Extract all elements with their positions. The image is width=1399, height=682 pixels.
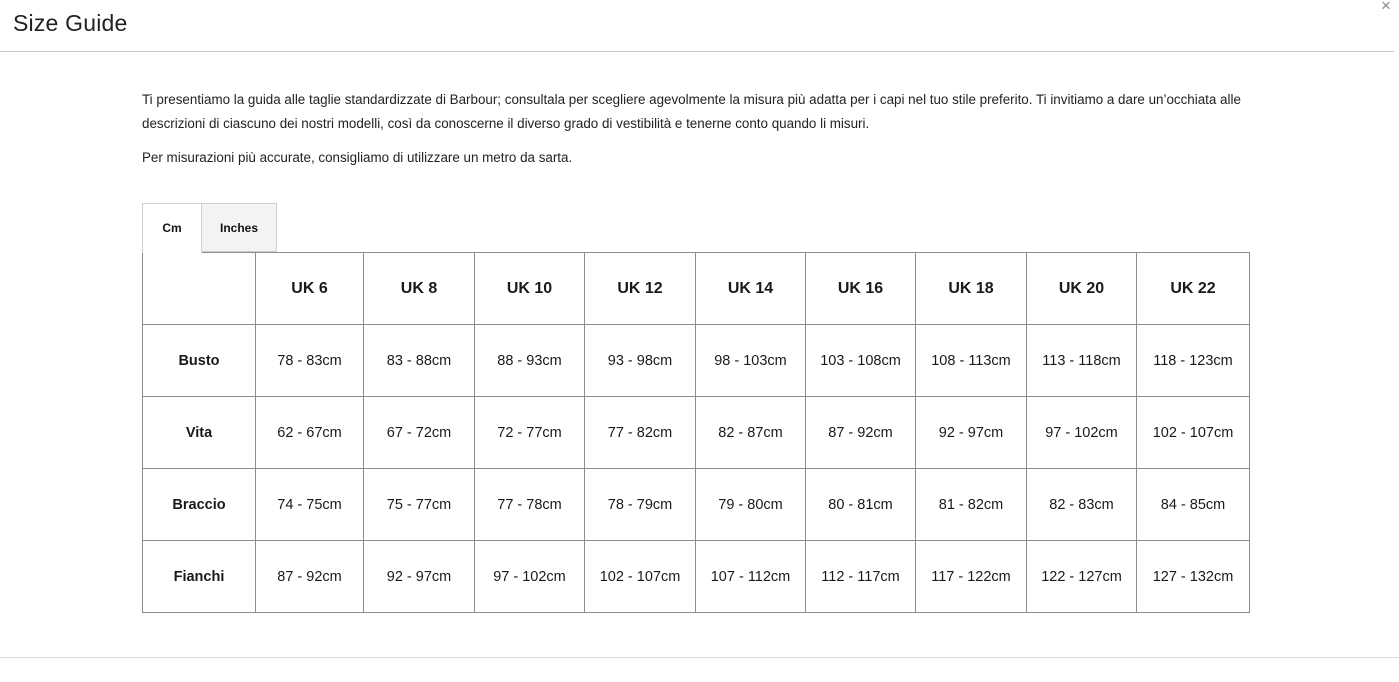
table-cell: 62 - 67cm	[256, 397, 364, 469]
table-row	[143, 469, 1250, 541]
table-cell: 117 - 122cm	[916, 541, 1027, 613]
modal-title: Size Guide	[13, 10, 128, 36]
tab-cm[interactable]: Cm	[142, 203, 202, 253]
column-header: UK 22	[1137, 253, 1250, 325]
column-header: UK 18	[916, 253, 1027, 325]
table-cell: 97 - 102cm	[475, 541, 585, 613]
table-cell: 113 - 118cm	[1027, 325, 1137, 397]
table-corner-cell	[143, 253, 256, 325]
table-cell: 97 - 102cm	[1027, 397, 1137, 469]
tab-inches[interactable]: Inches	[202, 203, 277, 252]
table-row	[143, 397, 1250, 469]
table-cell: 118 - 123cm	[1137, 325, 1250, 397]
row-header: Braccio	[143, 469, 256, 541]
table-cell: 108 - 113cm	[916, 325, 1027, 397]
table-header-row	[143, 253, 1250, 325]
table-cell: 122 - 127cm	[1027, 541, 1137, 613]
table-cell: 84 - 85cm	[1137, 469, 1250, 541]
column-header: UK 6	[256, 253, 364, 325]
table-cell: 107 - 112cm	[696, 541, 806, 613]
table-cell: 92 - 97cm	[916, 397, 1027, 469]
intro-paragraph: Ti presentiamo la guida alle taglie standardizzate di Barbour; consultala per scegliere agevolmente la misura più adatta per i capi nel tuo stile preferito. Ti invitiamo a dare un’occhiata alle descrizioni di ciascuno dei nostri modelli, così da conoscerne il diverso grado di vestibilità e tenerne conto quando li misuri.	[142, 92, 1241, 131]
table-row	[143, 325, 1250, 397]
table-cell: 79 - 80cm	[696, 469, 806, 541]
table-cell: 75 - 77cm	[364, 469, 475, 541]
size-table	[142, 252, 1250, 613]
table-cell: 77 - 78cm	[475, 469, 585, 541]
row-header: Fianchi	[143, 541, 256, 613]
table-cell: 80 - 81cm	[806, 469, 916, 541]
column-header: UK 20	[1027, 253, 1137, 325]
table-cell: 83 - 88cm	[364, 325, 475, 397]
table-cell: 72 - 77cm	[475, 397, 585, 469]
table-cell: 82 - 87cm	[696, 397, 806, 469]
footer-divider	[0, 657, 1399, 658]
table-cell: 77 - 82cm	[585, 397, 696, 469]
table-cell: 78 - 83cm	[256, 325, 364, 397]
row-header: Busto	[143, 325, 256, 397]
table-cell: 98 - 103cm	[696, 325, 806, 397]
table-row	[143, 541, 1250, 613]
table-cell: 127 - 132cm	[1137, 541, 1250, 613]
table-cell: 67 - 72cm	[364, 397, 475, 469]
table-cell: 93 - 98cm	[585, 325, 696, 397]
intro-text	[142, 88, 1252, 180]
column-header: UK 8	[364, 253, 475, 325]
table-cell: 102 - 107cm	[1137, 397, 1250, 469]
table-cell: 87 - 92cm	[806, 397, 916, 469]
table-cell: 88 - 93cm	[475, 325, 585, 397]
modal-header	[0, 0, 1394, 52]
column-header: UK 16	[806, 253, 916, 325]
table-cell: 102 - 107cm	[585, 541, 696, 613]
close-icon[interactable]: ×	[1381, 0, 1391, 15]
column-header: UK 10	[475, 253, 585, 325]
table-cell: 87 - 92cm	[256, 541, 364, 613]
column-header: UK 14	[696, 253, 806, 325]
table-cell: 92 - 97cm	[364, 541, 475, 613]
unit-tabs	[142, 203, 277, 252]
table-cell: 81 - 82cm	[916, 469, 1027, 541]
table-cell: 78 - 79cm	[585, 469, 696, 541]
table-cell: 112 - 117cm	[806, 541, 916, 613]
table-cell: 74 - 75cm	[256, 469, 364, 541]
intro-paragraph-tip: Per misurazioni più accurate, consigliamo di utilizzare un metro da sarta.	[142, 150, 573, 165]
row-header: Vita	[143, 397, 256, 469]
table-cell: 103 - 108cm	[806, 325, 916, 397]
table-cell: 82 - 83cm	[1027, 469, 1137, 541]
column-header: UK 12	[585, 253, 696, 325]
